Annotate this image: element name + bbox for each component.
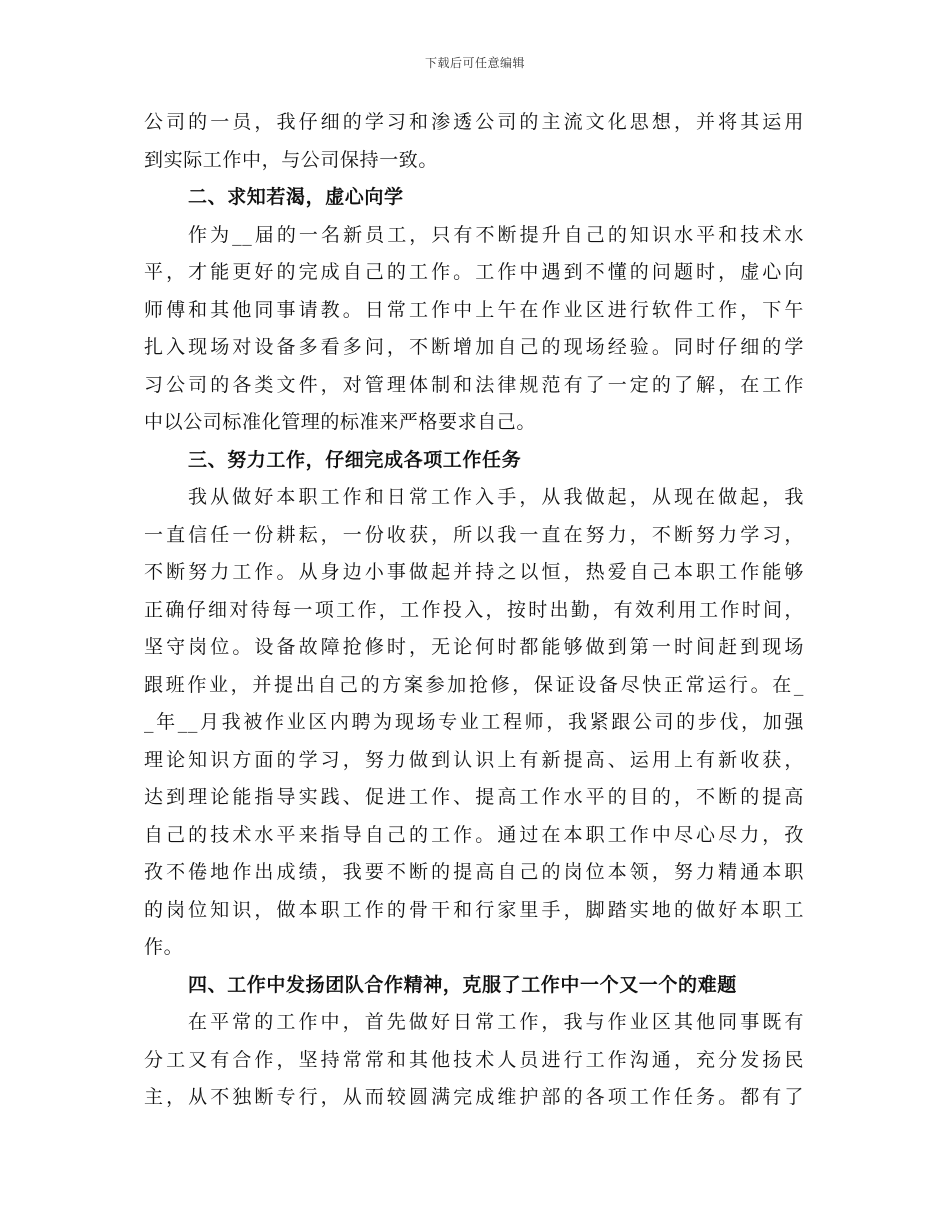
- section-heading: 四、工作中发扬团队合作精神，克服了工作中一个又一个的难题: [188, 973, 737, 996]
- paragraph-line: 理论知识方面的学习，努力做到认识上有新提高、运用上有新收获，: [144, 748, 804, 771]
- paragraph-line: _年__月我被作业区内聘为现场专业工程师，我紧跟公司的步伐，加强: [144, 711, 804, 733]
- paragraph-line: 主，从不独断专行，从而较圆满完成维护部的各项工作任务。都有了: [144, 1086, 804, 1108]
- document-body: [144, 104, 804, 1117]
- section-heading: 二、求知若渴，虚心向学: [188, 186, 404, 208]
- paragraph-line: 习公司的各类文件，对管理体制和法律规范有了一定的了解，在工作: [144, 373, 804, 396]
- paragraph-line: 在平常的工作中，首先做好日常工作，我与作业区其他同事既有: [188, 1011, 804, 1033]
- page-header: 下载后可任意编辑: [424, 56, 525, 70]
- paragraph-line: 师傅和其他同事请教。日常工作中上午在作业区进行软件工作，下午: [144, 298, 804, 321]
- paragraph-line: 达到理论能指导实践、促进工作、提高工作水平的目的，不断的提高: [144, 786, 804, 808]
- paragraph-line: 跟班作业，并提出自己的方案参加抢修，保证设备尽快正常运行。在_: [144, 673, 804, 696]
- paragraph-line: 中以公司标准化管理的标准来严格要求自己。: [144, 411, 537, 433]
- paragraph-line: 一直信任一份耕耘，一份收获，所以我一直在努力，不断努力学习，: [144, 523, 804, 546]
- paragraph-line: 自己的技术水平来指导自己的工作。通过在本职工作中尽心尽力，孜: [144, 823, 804, 846]
- paragraph-line: 孜不倦地作出成绩，我要不断的提高自己的岗位本领，努力精通本职: [144, 861, 804, 883]
- paragraph-line: 我从做好本职工作和日常工作入手，从我做起，从现在做起，我: [188, 486, 804, 508]
- paragraph-line: 到实际工作中，与公司保持一致。: [144, 148, 439, 171]
- paragraph-line: 分工又有合作，坚持常常和其他技术人员进行工作沟通，充分发扬民: [144, 1048, 804, 1071]
- paragraph-line: 平，才能更好的完成自己的工作。工作中遇到不懂的问题时，虚心向: [144, 261, 804, 283]
- paragraph-line: 正确仔细对待每一项工作，工作投入，按时出勤，有效利用工作时间，: [144, 598, 804, 621]
- section-heading: 三、努力工作，仔细完成各项工作任务: [188, 448, 522, 471]
- paragraph-line: 不断努力工作。从身边小事做起并持之以恒，热爱自己本职工作能够: [144, 561, 804, 583]
- paragraph-line: 坚守岗位。设备故障抢修时，无论何时都能够做到第一时间赶到现场: [144, 636, 804, 658]
- paragraph-line: 作为__届的一名新员工，只有不断提升自己的知识水平和技术水: [188, 223, 804, 246]
- paragraph-line: 扎入现场对设备多看多问，不断增加自己的现场经验。同时仔细的学: [144, 336, 804, 358]
- paragraph-line: 作。: [144, 936, 184, 958]
- paragraph-line: 公司的一员，我仔细的学习和渗透公司的主流文化思想，并将其运用: [144, 111, 804, 133]
- paragraph-line: 的岗位知识，做本职工作的骨干和行家里手，脚踏实地的做好本职工: [144, 898, 804, 921]
